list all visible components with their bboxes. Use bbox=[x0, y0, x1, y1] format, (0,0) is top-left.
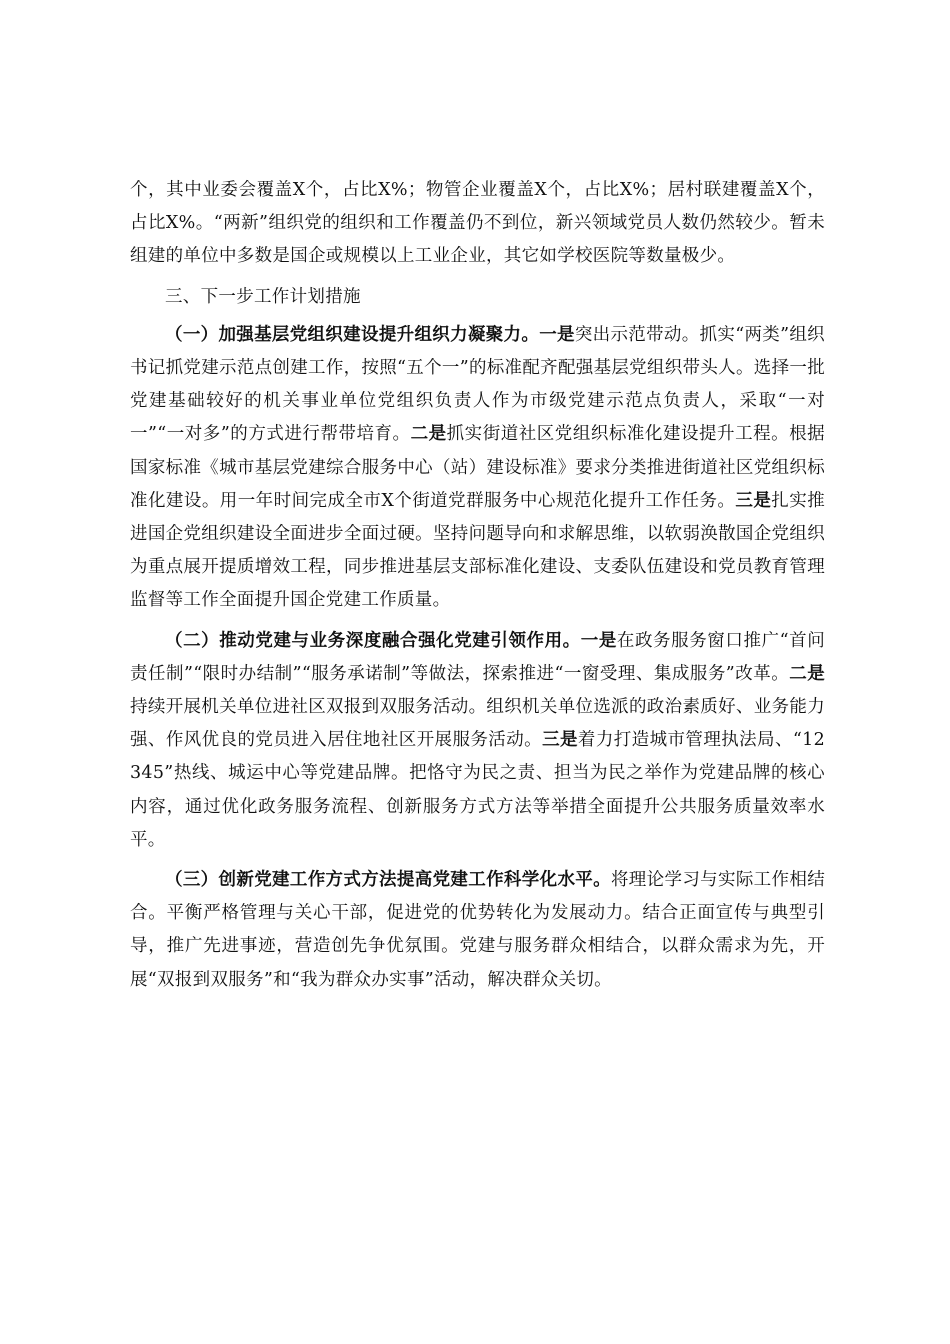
paragraph-measure-2 bbox=[130, 625, 825, 857]
paragraph-measure-1 bbox=[130, 319, 825, 618]
measure-2-marker-2: 二是 bbox=[789, 663, 825, 684]
measure-3-title: （三）创新党建工作方式方法提高党建工作科学化水平。 bbox=[165, 870, 611, 891]
measure-1-title: （一）加强基层党组织建设提升组织力凝聚力。 bbox=[165, 324, 540, 345]
paragraph-continuation: 个，其中业委会覆盖X个，占比X%；物管企业覆盖X个，占比X%；居村联建覆盖X个，占比X%。“两新”组织党的组织和工作覆盖仍不到位，新兴领域党员人数仍然较少。暂未组建的单位中多数是国企或规模以上工业企业，其它如学校医院等数量极少。 bbox=[130, 180, 825, 267]
measure-1-marker-3: 三是 bbox=[735, 490, 772, 511]
measure-1-text-3: 扎实推进国企党组织建设全面进步全面过硬。坚持问题导向和求解思维，以软弱涣散国企党组织为重点展开提质增效工程，同步推进基层支部标准化建设、支委队伍建设和党员教育管理监督等工作全面提升国企党建工作质量。 bbox=[130, 490, 826, 611]
measure-2-text-3: 着力打造城市管理执法局、“12345”热线、城运中心等党建品牌。把恪守为民之责、担当为民之举作为党建品牌的核心内容，通过优化政务服务流程、创新服务方式方法等举措全面提升公共服务质量效率水平。 bbox=[130, 730, 826, 850]
measure-1-text-2: 抓实街道社区党组织标准化建设提升工程。根据国家标准《城市基层党建综合服务中心（站）建设标准》要求分类推进街道社区党组织标准化建设。用一年时间完成全市X个街道党群服务中心规范化提升工作任务。 bbox=[130, 424, 825, 511]
document-body bbox=[130, 174, 825, 1004]
measure-1-marker-2: 二是 bbox=[410, 424, 447, 445]
measure-2-marker-1: 一是 bbox=[580, 630, 617, 651]
paragraph-measure-3 bbox=[130, 864, 825, 997]
measure-2-title: （二）推动党建与业务深度融合强化党建引领作用。 bbox=[165, 630, 581, 651]
measure-2-marker-3: 三是 bbox=[542, 730, 578, 751]
measure-3-text: 将理论学习与实际工作相结合。平衡严格管理与关心干部，促进党的优势转化为发展动力。结合正面宣传与典型引导，推广先进事迹，营造创先争优氛围。党建与服务群众相结合，以群众需求为先，开展“双报到双服务”和“我为群众办实事”活动，解决群众关切。 bbox=[130, 870, 825, 990]
measure-1-marker-1: 一是 bbox=[539, 324, 575, 345]
measure-2-text-2: 持续开展机关单位进社区双报到双服务活动。组织机关单位选派的政治素质好、业务能力强、作风优良的党员进入居住地社区开展服务活动。 bbox=[130, 697, 825, 751]
measure-1-text-1: 突出示范带动。抓实“两类”组织书记抓党建示范点创建工作，按照“五个一”的标准配齐配强基层党组织带头人。选择一批党建基础较好的机关事业单位党组织负责人作为市级党建示范点负责人，采取“一对一”“一对多”的方式进行帮带培育。 bbox=[130, 324, 825, 445]
measure-2-text-1: 在政务服务窗口推广“首问责任制”“限时办结制”“服务承诺制”等做法，探索推进“一窗受理、集成服务”改革。 bbox=[130, 630, 825, 684]
section-heading: 三、下一步工作计划措施 bbox=[165, 286, 361, 307]
